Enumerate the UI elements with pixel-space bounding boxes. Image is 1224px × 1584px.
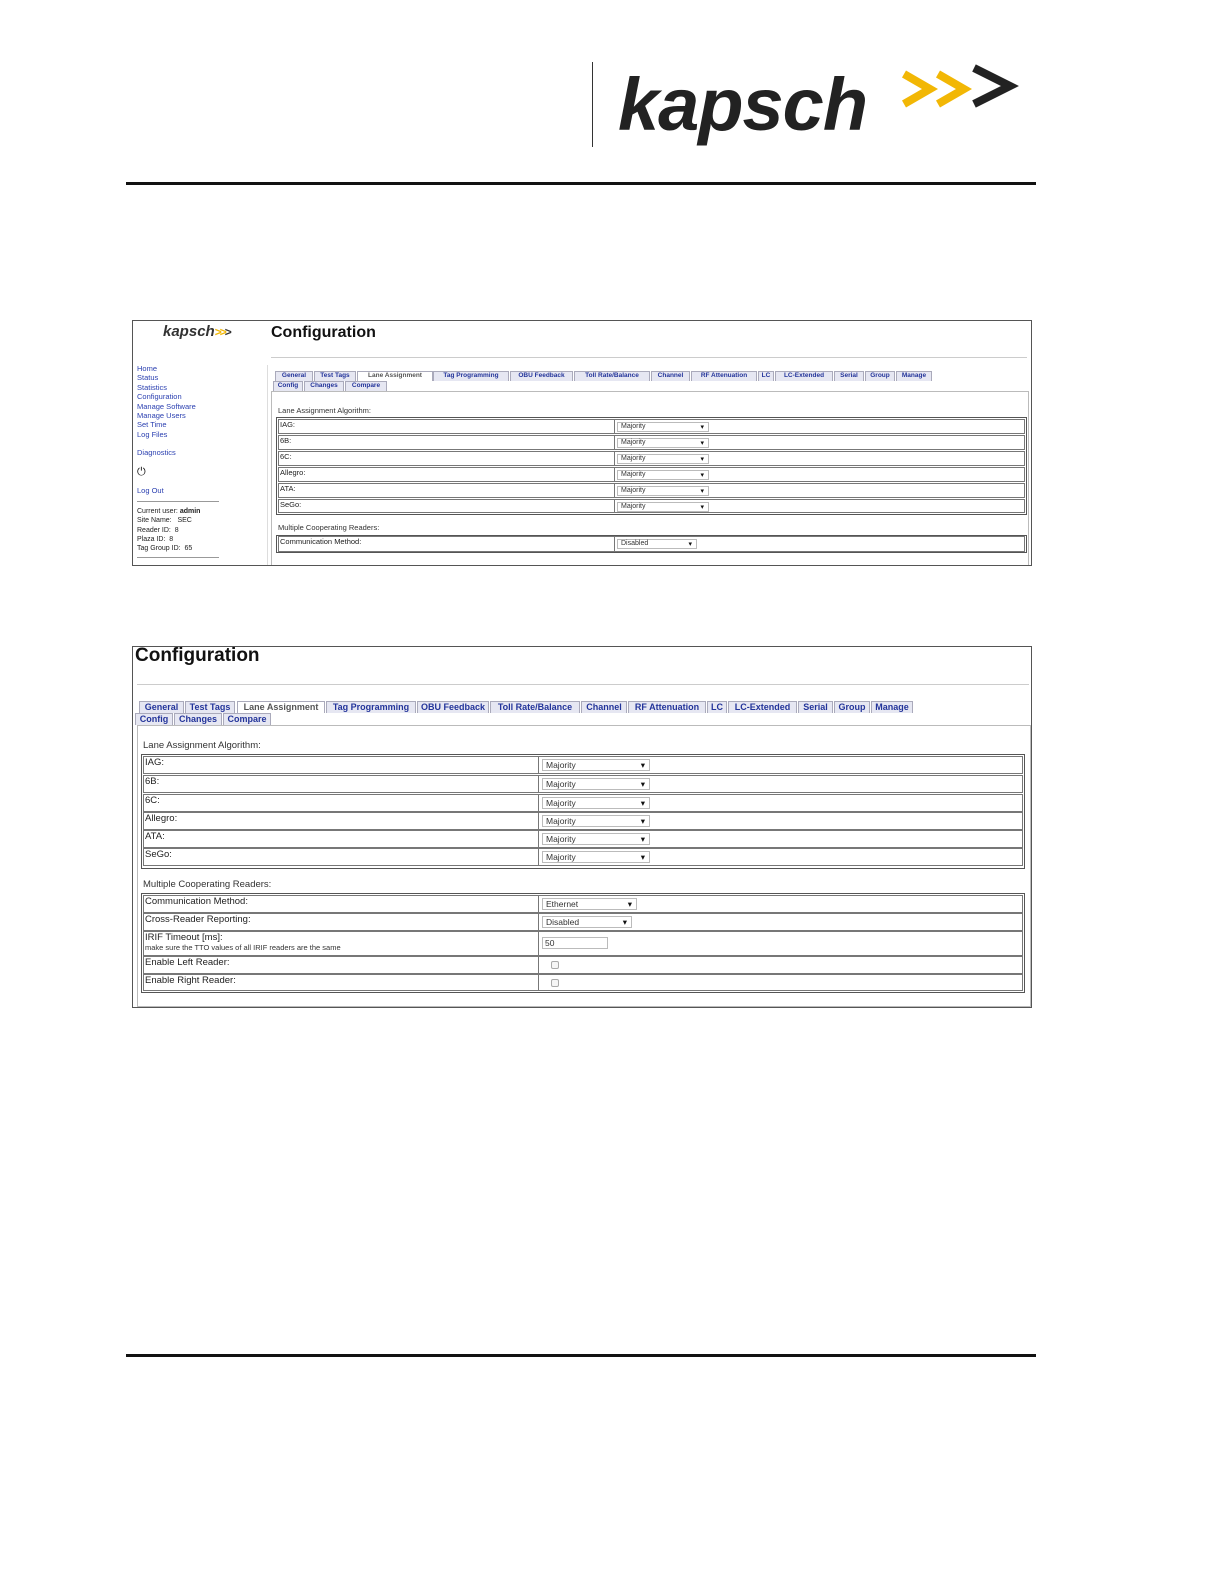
mcr-table: [141, 893, 1025, 993]
tab-manage-config-cont[interactable]: Config: [135, 713, 173, 725]
dropdown-arrow-icon: ▾: [700, 488, 704, 495]
current-user: admin: [179, 508, 201, 515]
sidebar-separator: [137, 501, 219, 502]
table-row: IRIF Timeout [ms]: make sure the TTO values of all IRIF readers are the same 50: [143, 931, 1023, 956]
lane-assignment-label: Lane Assignment Algorithm:: [278, 406, 371, 415]
lane-assignment-label: Lane Assignment Algorithm:: [143, 740, 261, 751]
tab-toll-rate-balance[interactable]: Toll Rate/Balance: [574, 371, 650, 381]
table-row: SeGo: Majority ▾: [278, 499, 1025, 513]
iag-select[interactable]: Majority ▾: [542, 759, 650, 771]
nav-manage-software[interactable]: Manage Software: [137, 401, 196, 411]
mcr-label: Multiple Cooperating Readers:: [278, 523, 380, 532]
allegro-select[interactable]: Majority ▾: [542, 815, 650, 827]
nav-diagnostics[interactable]: Diagnostics: [137, 448, 176, 457]
table-row: ATA: Majority ▾: [143, 830, 1023, 848]
table-row: IAG: Majority ▾: [143, 756, 1023, 774]
nav-set-time[interactable]: Set Time: [137, 420, 167, 430]
irif-timeout-input[interactable]: 50: [542, 937, 608, 949]
logo-arrows-icon: >>: [214, 325, 225, 339]
dropdown-arrow-icon: ▾: [700, 440, 704, 447]
tab-compare[interactable]: Compare: [223, 713, 271, 725]
sego-select[interactable]: Majority ▾: [542, 851, 650, 863]
dropdown-arrow-icon: ▾: [640, 834, 645, 844]
dropdown-arrow-icon: ▾: [640, 816, 645, 826]
cross-reader-reporting-select[interactable]: Disabled ▾: [542, 916, 632, 928]
table-row: 6C: Majority ▾: [143, 794, 1023, 812]
irif-hint: make sure the TTO values of all IRIF readers are the same: [145, 943, 341, 952]
enable-right-reader-checkbox[interactable]: [551, 979, 559, 987]
tab-lc-extended[interactable]: LC-Extended: [775, 371, 833, 381]
6b-select[interactable]: Majority ▾: [617, 438, 709, 448]
screenshot-full-page: [132, 320, 1032, 566]
nav-configuration[interactable]: Configuration: [137, 392, 182, 402]
table-row: 6C: Majority ▾: [278, 451, 1025, 466]
ata-select[interactable]: Majority ▾: [542, 833, 650, 845]
tab-compare[interactable]: Compare: [345, 381, 387, 391]
tab-test-tags[interactable]: Test Tags: [314, 371, 356, 381]
lane-assignment-table: [276, 417, 1027, 515]
tab-obu-feedback[interactable]: OBU Feedback: [417, 701, 489, 713]
dropdown-arrow-icon: ▾: [640, 798, 645, 808]
title-divider: [137, 684, 1029, 685]
header-rule: [126, 182, 1036, 185]
table-row: Cross-Reader Reporting: Disabled ▾: [143, 913, 1023, 931]
site-name: SEC: [177, 517, 192, 525]
tab-channel[interactable]: Channel: [581, 701, 627, 713]
tab-toll-rate-balance[interactable]: Toll Rate/Balance: [490, 701, 580, 713]
table-row: Allegro: Majority ▾: [278, 467, 1025, 482]
tab-lc-extended[interactable]: LC-Extended: [728, 701, 797, 713]
tab-channel[interactable]: Channel: [651, 371, 690, 381]
sidebar-nav: [137, 364, 196, 439]
dropdown-arrow-icon: ▾: [622, 917, 627, 927]
page-title: Configuration: [135, 646, 260, 666]
tab-test-tags[interactable]: Test Tags: [185, 701, 235, 713]
tab-serial[interactable]: Serial: [834, 371, 864, 381]
title-divider: [271, 357, 1027, 358]
dropdown-arrow-icon: ▾: [700, 504, 704, 511]
tab-manage-config-cont[interactable]: Config: [273, 381, 303, 391]
tag-group-id: 65: [184, 545, 193, 553]
mcr-label: Multiple Cooperating Readers:: [143, 879, 272, 890]
nav-log-files[interactable]: Log Files: [137, 429, 168, 439]
dropdown-arrow-icon: ▾: [640, 852, 645, 862]
tab-obu-feedback[interactable]: OBU Feedback: [510, 371, 573, 381]
tab-lc[interactable]: LC: [758, 371, 774, 381]
sidebar-separator: [137, 557, 219, 558]
dropdown-arrow-icon: ▾: [700, 456, 704, 463]
sidebar-logo: kapsch>>>: [163, 323, 232, 340]
logo-text: kapsch: [618, 63, 868, 146]
iag-select[interactable]: Majority ▾: [617, 422, 709, 432]
6c-select[interactable]: Majority ▾: [542, 797, 650, 809]
dropdown-arrow-icon: ▾: [688, 541, 692, 548]
tab-serial[interactable]: Serial: [798, 701, 833, 713]
table-row: 6B: Majority ▾: [143, 775, 1023, 793]
kapsch-logo: [618, 60, 1038, 150]
communication-method-select[interactable]: Disabled ▾: [617, 539, 697, 549]
allegro-select[interactable]: Majority ▾: [617, 470, 709, 480]
lane-assignment-table: [141, 754, 1025, 869]
table-row: IAG: Majority ▾: [278, 419, 1025, 434]
nav-status[interactable]: Status: [137, 373, 159, 383]
tab-rf-attenuation[interactable]: RF Attenuation: [628, 701, 706, 713]
dropdown-arrow-icon: ▾: [640, 779, 645, 789]
plaza-id: 8: [169, 535, 174, 543]
table-row: SeGo: Majority ▾: [143, 848, 1023, 866]
mcr-table: [276, 535, 1027, 553]
enable-left-reader-checkbox[interactable]: [551, 961, 559, 969]
page-title: Configuration: [271, 324, 376, 341]
dropdown-arrow-icon: ▾: [700, 472, 704, 479]
table-row: Communication Method: Ethernet ▾: [143, 895, 1023, 913]
session-info: Current user: admin Site Name: SEC Reader ID: 8 Plaza ID: 8 Tag Group ID: 65: [137, 508, 201, 553]
dropdown-arrow-icon: ▾: [700, 424, 704, 431]
tab-manage-config[interactable]: Manage: [896, 371, 932, 381]
logo-arrows-icon: [900, 64, 1020, 124]
dropdown-arrow-icon: ▾: [640, 760, 645, 770]
tab-group[interactable]: Group: [865, 371, 895, 381]
sego-select[interactable]: Majority ▾: [617, 502, 709, 512]
tab-general[interactable]: General: [139, 701, 184, 713]
tab-manage-config[interactable]: Manage: [871, 701, 913, 713]
tab-group[interactable]: Group: [834, 701, 870, 713]
tab-lane-assignment[interactable]: Lane Assignment: [237, 701, 325, 713]
ata-select[interactable]: Majority ▾: [617, 486, 709, 496]
nav-statistics[interactable]: Statistics: [137, 382, 168, 392]
table-row: Communication Method: Disabled ▾: [278, 536, 1025, 552]
footer-rule: [126, 1354, 1036, 1357]
screenshot-zoomed: [132, 646, 1032, 1008]
table-row: Enable Left Reader:: [143, 956, 1023, 974]
tab-rf-attenuation[interactable]: RF Attenuation: [691, 371, 757, 381]
tab-changes[interactable]: Changes: [304, 381, 344, 391]
nav-log-out[interactable]: Log Out: [137, 486, 164, 495]
communication-method-select[interactable]: Ethernet ▾: [542, 898, 637, 910]
table-row: 6B: Majority ▾: [278, 435, 1025, 450]
tab-lc[interactable]: LC: [707, 701, 727, 713]
tab-lane-assignment[interactable]: Lane Assignment: [357, 371, 433, 381]
table-row: Enable Right Reader:: [143, 974, 1023, 991]
6b-select[interactable]: Majority ▾: [542, 778, 650, 790]
tab-changes[interactable]: Changes: [174, 713, 222, 725]
header-divider: [592, 62, 593, 147]
tab-tag-programming[interactable]: Tag Programming: [326, 701, 416, 713]
table-row: Allegro: Majority ▾: [143, 812, 1023, 830]
sidebar-divider: [267, 365, 268, 565]
6c-select[interactable]: Majority ▾: [617, 454, 709, 464]
tab-general[interactable]: General: [275, 371, 313, 381]
reader-id: 8: [174, 526, 179, 534]
power-icon[interactable]: ⏻: [137, 466, 146, 478]
table-row: ATA: Majority ▾: [278, 483, 1025, 498]
tab-tag-programming[interactable]: Tag Programming: [433, 371, 509, 381]
nav-home[interactable]: Home: [137, 364, 158, 373]
nav-manage-users[interactable]: Manage Users: [137, 411, 186, 421]
dropdown-arrow-icon: ▾: [627, 899, 632, 909]
